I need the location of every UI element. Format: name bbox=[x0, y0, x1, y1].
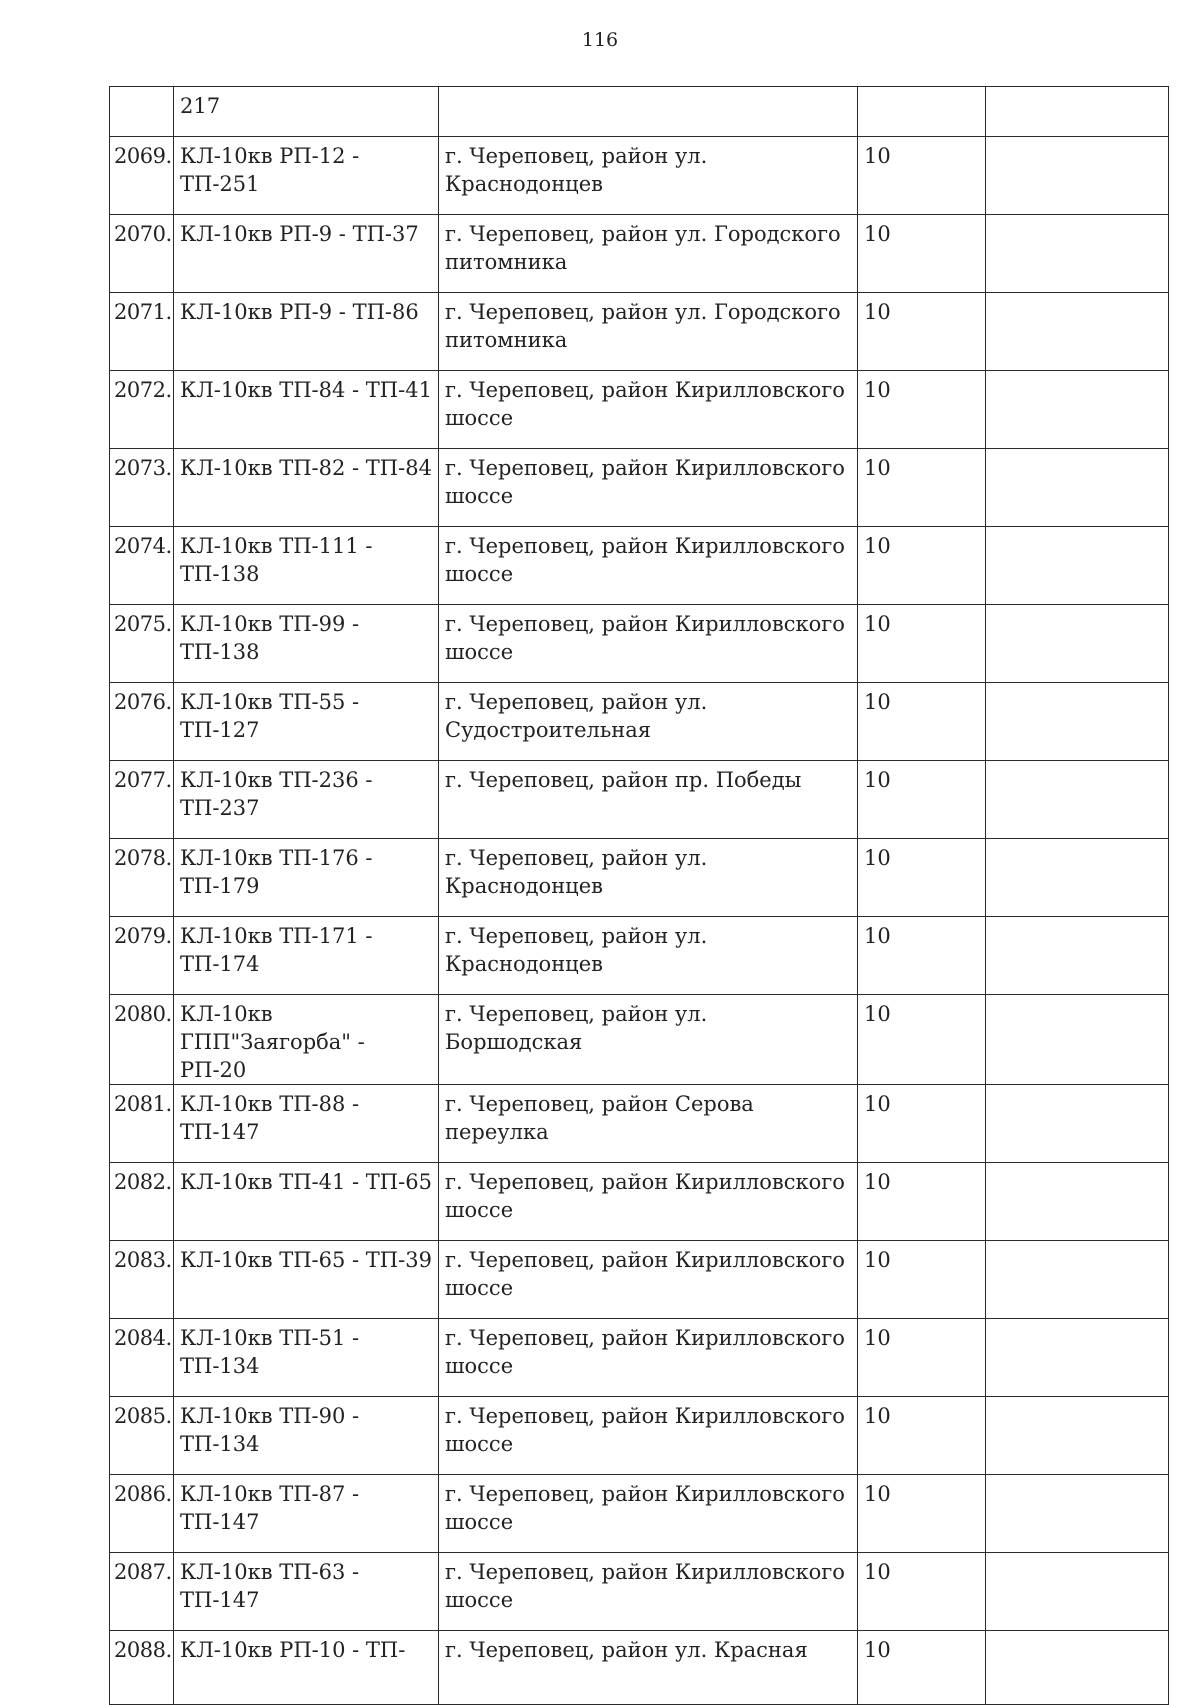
cell-number: 2088. bbox=[110, 1631, 174, 1705]
cell-location: г. Череповец, район Кирилловского шоссе bbox=[439, 1553, 858, 1631]
cell-line-name: КЛ-10кв ТП-176 - ТП-179 bbox=[174, 839, 439, 917]
cell-number: 2082. bbox=[110, 1163, 174, 1241]
cell-line-name: КЛ-10кв ТП-88 - ТП-147 bbox=[174, 1085, 439, 1163]
cell-line-name: КЛ-10кв ТП-111 - ТП-138 bbox=[174, 527, 439, 605]
table-row bbox=[110, 527, 1169, 605]
cell-voltage: 10 bbox=[858, 371, 986, 449]
cell-number: 2069. bbox=[110, 137, 174, 215]
cell-line-name: КЛ-10кв РП-12 - ТП-251 bbox=[174, 137, 439, 215]
table-row bbox=[110, 839, 1169, 917]
cell-line-name: КЛ-10кв ТП-90 - ТП-134 bbox=[174, 1397, 439, 1475]
table-row bbox=[110, 1241, 1169, 1319]
cell-line-name: КЛ-10кв ТП-63 - ТП-147 bbox=[174, 1553, 439, 1631]
cell-location: г. Череповец, район ул. Краснодонцев bbox=[439, 917, 858, 995]
cell-extra bbox=[986, 371, 1169, 449]
cell-voltage: 10 bbox=[858, 683, 986, 761]
cell-location: г. Череповец, район Кирилловского шоссе bbox=[439, 605, 858, 683]
cell-number: 2080. bbox=[110, 995, 174, 1085]
table-row bbox=[110, 215, 1169, 293]
cell-location: г. Череповец, район Кирилловского шоссе bbox=[439, 449, 858, 527]
cell-line-name: КЛ-10кв РП-9 - ТП-37 bbox=[174, 215, 439, 293]
cell-number: 2084. bbox=[110, 1319, 174, 1397]
cell-voltage: 10 bbox=[858, 1163, 986, 1241]
table-row bbox=[110, 449, 1169, 527]
cell-voltage: 10 bbox=[858, 137, 986, 215]
cell-number: 2081. bbox=[110, 1085, 174, 1163]
cell-voltage: 10 bbox=[858, 761, 986, 839]
cell-number: 2072. bbox=[110, 371, 174, 449]
cell-location: г. Череповец, район ул. Красная bbox=[439, 1631, 858, 1705]
cell-voltage: 10 bbox=[858, 1631, 986, 1705]
cell-extra bbox=[986, 527, 1169, 605]
cell-number: 2086. bbox=[110, 1475, 174, 1553]
table-row bbox=[110, 995, 1169, 1085]
cell-voltage: 10 bbox=[858, 527, 986, 605]
cell-location: г. Череповец, район ул. Судостроительная bbox=[439, 683, 858, 761]
table-row-continued bbox=[110, 87, 1169, 137]
cell-location: г. Череповец, район Кирилловского шоссе bbox=[439, 1475, 858, 1553]
cell-extra bbox=[986, 215, 1169, 293]
cell-number: 2074. bbox=[110, 527, 174, 605]
cell-extra bbox=[986, 917, 1169, 995]
cell-line-name: КЛ-10кв ТП-84 - ТП-41 bbox=[174, 371, 439, 449]
cell-voltage bbox=[858, 87, 986, 137]
cell-location: г. Череповец, район Кирилловского шоссе bbox=[439, 371, 858, 449]
cell-line-name: КЛ-10кв ТП-65 - ТП-39 bbox=[174, 1241, 439, 1319]
cell-extra bbox=[986, 449, 1169, 527]
cell-extra bbox=[986, 137, 1169, 215]
cell-line-name: КЛ-10кв РП-9 - ТП-86 bbox=[174, 293, 439, 371]
table-row bbox=[110, 293, 1169, 371]
cell-number: 2085. bbox=[110, 1397, 174, 1475]
table-row bbox=[110, 683, 1169, 761]
cell-location: г. Череповец, район ул. Краснодонцев bbox=[439, 839, 858, 917]
cell-location: г. Череповец, район Кирилловского шоссе bbox=[439, 1397, 858, 1475]
cell-line-name: КЛ-10кв ТП-82 - ТП-84 bbox=[174, 449, 439, 527]
cell-line-name: КЛ-10кв ТП-41 - ТП-65 bbox=[174, 1163, 439, 1241]
table-row bbox=[110, 1085, 1169, 1163]
cell-number: 2076. bbox=[110, 683, 174, 761]
cell-location: г. Череповец, район Кирилловского шоссе bbox=[439, 1241, 858, 1319]
cell-line-name: КЛ-10кв ТП-99 - ТП-138 bbox=[174, 605, 439, 683]
cell-location: г. Череповец, район Серова переулка bbox=[439, 1085, 858, 1163]
cell-number: 2073. bbox=[110, 449, 174, 527]
cell-number: 2070. bbox=[110, 215, 174, 293]
page-number: 116 bbox=[581, 29, 619, 51]
cell-location: г. Череповец, район Кирилловского шоссе bbox=[439, 1163, 858, 1241]
cell-number: 2087. bbox=[110, 1553, 174, 1631]
cell-voltage: 10 bbox=[858, 995, 986, 1085]
cell-location: г. Череповец, район ул. Краснодонцев bbox=[439, 137, 858, 215]
cell-number: 2083. bbox=[110, 1241, 174, 1319]
cell-extra bbox=[986, 1475, 1169, 1553]
table-row bbox=[110, 137, 1169, 215]
cell-voltage: 10 bbox=[858, 1241, 986, 1319]
cell-number: 2079. bbox=[110, 917, 174, 995]
table-body bbox=[110, 87, 1169, 1705]
cell-number: 2075. bbox=[110, 605, 174, 683]
cell-location bbox=[439, 87, 858, 137]
cell-voltage: 10 bbox=[858, 1319, 986, 1397]
cell-line-name: КЛ-10кв ТП-171 - ТП-174 bbox=[174, 917, 439, 995]
cell-extra bbox=[986, 683, 1169, 761]
cable-lines-table bbox=[109, 86, 1169, 1705]
cell-voltage: 10 bbox=[858, 917, 986, 995]
cell-extra bbox=[986, 1163, 1169, 1241]
cell-extra bbox=[986, 1553, 1169, 1631]
table-row bbox=[110, 1553, 1169, 1631]
cell-line-name: КЛ-10кв ТП-87 - ТП-147 bbox=[174, 1475, 439, 1553]
cell-location: г. Череповец, район Кирилловского шоссе bbox=[439, 1319, 858, 1397]
cell-line-name: КЛ-10кв ТП-55 - ТП-127 bbox=[174, 683, 439, 761]
cell-line-name: КЛ-10кв РП-10 - ТП- bbox=[174, 1631, 439, 1705]
cell-extra bbox=[986, 1085, 1169, 1163]
cell-number: 2077. bbox=[110, 761, 174, 839]
table-row-last bbox=[110, 1631, 1169, 1705]
cell-voltage: 10 bbox=[858, 1085, 986, 1163]
table-row bbox=[110, 1475, 1169, 1553]
cell-location: г. Череповец, район ул. Городского питомника bbox=[439, 215, 858, 293]
cell-extra bbox=[986, 1397, 1169, 1475]
cell-extra bbox=[986, 839, 1169, 917]
table-row bbox=[110, 1163, 1169, 1241]
cell-voltage: 10 bbox=[858, 605, 986, 683]
cell-location: г. Череповец, район Кирилловского шоссе bbox=[439, 527, 858, 605]
table-row bbox=[110, 1319, 1169, 1397]
table-row bbox=[110, 371, 1169, 449]
cell-line-name: КЛ-10кв ГПП"Заягорба" - РП-20 bbox=[174, 995, 439, 1085]
cell-voltage: 10 bbox=[858, 1397, 986, 1475]
cell-location: г. Череповец, район пр. Победы bbox=[439, 761, 858, 839]
cell-voltage: 10 bbox=[858, 215, 986, 293]
cell-number: 2078. bbox=[110, 839, 174, 917]
cell-voltage: 10 bbox=[858, 449, 986, 527]
cell-location: г. Череповец, район ул. Боршодская bbox=[439, 995, 858, 1085]
cell-extra bbox=[986, 293, 1169, 371]
cell-extra bbox=[986, 1319, 1169, 1397]
cell-line-name: 217 bbox=[174, 87, 439, 137]
cell-extra bbox=[986, 1631, 1169, 1705]
cell-line-name: КЛ-10кв ТП-236 - ТП-237 bbox=[174, 761, 439, 839]
table-row bbox=[110, 1397, 1169, 1475]
table-row bbox=[110, 605, 1169, 683]
cell-number: 2071. bbox=[110, 293, 174, 371]
cell-voltage: 10 bbox=[858, 839, 986, 917]
cell-voltage: 10 bbox=[858, 1475, 986, 1553]
cell-extra bbox=[986, 605, 1169, 683]
cell-voltage: 10 bbox=[858, 293, 986, 371]
cell-extra bbox=[986, 87, 1169, 137]
cell-voltage: 10 bbox=[858, 1553, 986, 1631]
cell-extra bbox=[986, 995, 1169, 1085]
cell-number bbox=[110, 87, 174, 137]
cell-extra bbox=[986, 1241, 1169, 1319]
cell-line-name: КЛ-10кв ТП-51 - ТП-134 bbox=[174, 1319, 439, 1397]
cell-extra bbox=[986, 761, 1169, 839]
cell-location: г. Череповец, район ул. Городского питомника bbox=[439, 293, 858, 371]
table-row bbox=[110, 917, 1169, 995]
table-row bbox=[110, 761, 1169, 839]
